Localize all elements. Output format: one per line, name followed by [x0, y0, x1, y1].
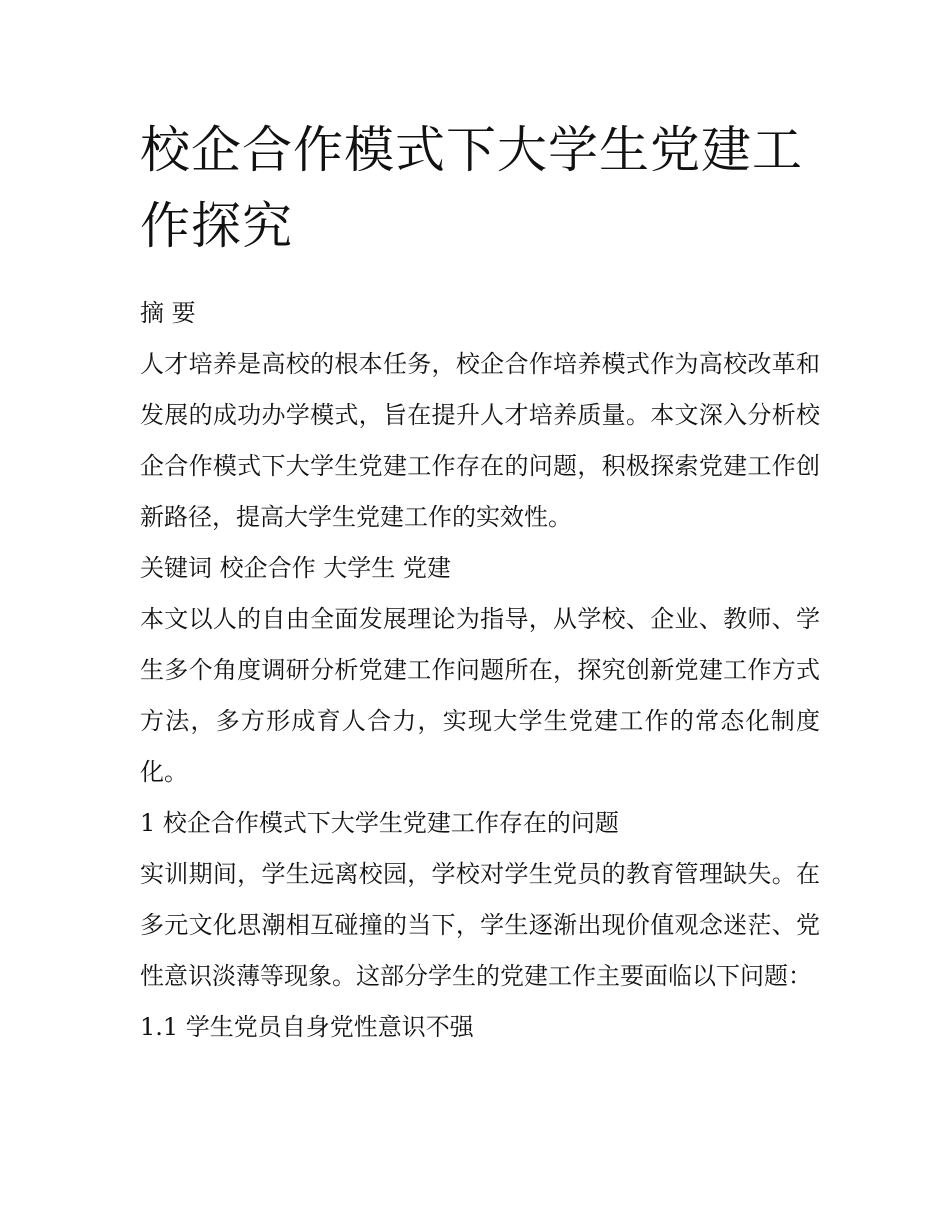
document-page	[140, 112, 820, 1053]
section-1-paragraph: 实训期间，学生远离校园，学校对学生党员的教育管理缺失。在多元文化思潮相互碰撞的当下，学生逐渐出现价值观念迷茫、党性意识淡薄等现象。这部分学生的党建工作主要面临以下问题：	[140, 860, 820, 990]
intro-paragraph: 本文以人的自由全面发展理论为指导，从学校、企业、教师、学生多个角度调研分析党建工作问题所在，探究创新党建工作方式方法，多方形成育人合力，实现大学生党建工作的常态化制度化。	[140, 605, 820, 786]
abstract-text: 人才培养是高校的根本任务，校企合作培养模式作为高校改革和发展的成功办学模式，旨在提升人才培养质量。本文深入分析校企合作模式下大学生党建工作存在的问题，积极探索党建工作创新路径，提高大学生党建工作的实效性。	[140, 350, 820, 531]
section-1-heading: 1 校企合作模式下大学生党建工作存在的问题	[140, 809, 619, 837]
abstract-label: 摘 要	[140, 299, 196, 327]
section-1-1-heading: 1.1 学生党员自身党性意识不强	[140, 1013, 474, 1041]
document-title: 校企合作模式下大学生党建工作探究	[140, 121, 803, 255]
keywords-line: 关键词 校企合作 大学生 党建	[140, 554, 451, 582]
